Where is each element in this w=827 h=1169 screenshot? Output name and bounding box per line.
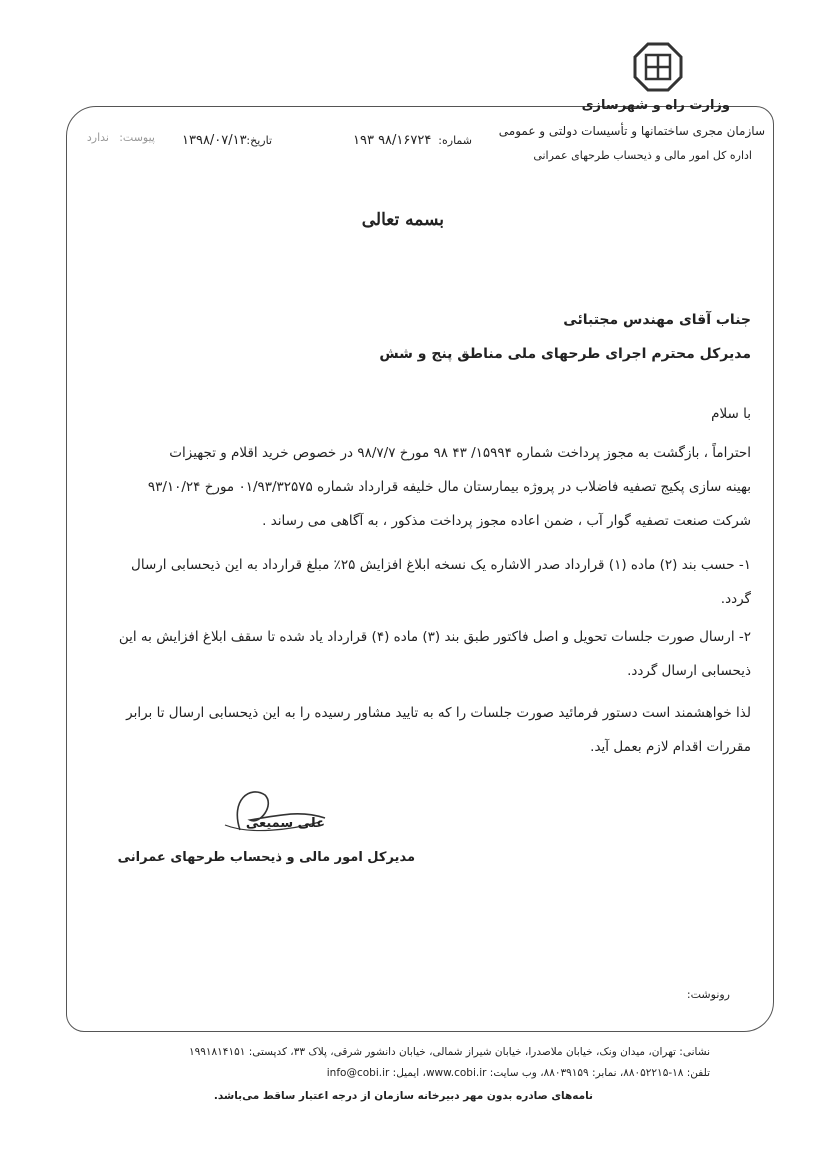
- paragraph-line: مقررات اقدام لازم بعمل آید.: [590, 739, 751, 755]
- signature-icon: [220, 780, 330, 840]
- closing-paragraph: [91, 696, 751, 764]
- intro-paragraph: [91, 436, 751, 538]
- attachment-value: ندارد: [86, 131, 109, 144]
- paragraph-line: ذیحسابی ارسال گردد.: [627, 663, 751, 679]
- item-2: [91, 620, 751, 688]
- paragraph-line: لذا خواهشمند است دستور فرمائید صورت جلسات را که به تایید مشاور رسیده را به این ذیحسابی ارسال تا برابر: [126, 705, 751, 721]
- organization-name: سازمان مجری ساختمانها و تأسیسات دولتی و عمومی: [498, 124, 765, 138]
- department-name: اداره کل امور مالی و ذیحساب طرحهای عمرانی: [533, 149, 752, 162]
- greeting: با سلام: [711, 406, 751, 422]
- date-value: ۱۳۹۸/۰۷/۱۳: [182, 133, 247, 148]
- recipient-name: جناب آقای مهندس مجتبائی: [563, 312, 751, 328]
- paragraph-line: گردد.: [720, 591, 751, 607]
- signer-name: علی سمیعی: [245, 816, 325, 831]
- footer-notice: نامه‌های صادره بدون مهر دبیرخانه سازمان از درجه اعتبار ساقط می‌باشد.: [213, 1090, 593, 1102]
- number-value: ۱۹۳ ۹۸/۱۶۷۲۴: [353, 133, 432, 148]
- footer-contact: تلفن: ۱۸-۸۸۰۵۲۲۱۵، نمابر: ۸۸۰۳۹۱۵۹، وب سایت: www.cobi.ir، ایمیل: info@cobi.ir: [326, 1067, 710, 1079]
- date-label: تاریخ:: [246, 134, 272, 147]
- invocation: بسمه تعالی: [361, 210, 444, 230]
- paragraph-line: بهینه سازی پکیج تصفیه فاضلاب در پروژه بیمارستان مال خلیفه قرارداد شماره ۰۱/۹۳/۳۲۵۷۵ مورخ ۹۳/۱۰/۲۴: [147, 479, 751, 495]
- paragraph-line: احتراماً ، بازگشت به مجوز پرداخت شماره ۱۵۹۹۴/ ۴۳ ۹۸ مورخ ۹۸/۷/۷ در خصوص خرید اقلام و تجهیزات: [169, 445, 751, 461]
- paragraph-line: ۱- حسب بند (۲) ماده (۱) قرارداد صدر الاشاره یک نسخه ابلاغ افزایش ۲۵٪ مبلغ قرارداد به این ذیحسابی ارسال: [131, 557, 751, 573]
- cc-label: رونوشت:: [686, 988, 730, 1001]
- recipient-title: مدیرکل محترم اجرای طرحهای ملی مناطق پنج و شش: [379, 346, 751, 362]
- paragraph-line: ۲- ارسال صورت جلسات تحویل و اصل فاکتور طبق بند (۳) ماده (۴) قرارداد یاد شده تا سقف ابلاغ افزایش به این: [118, 629, 751, 645]
- ministry-logo-icon: [633, 42, 683, 92]
- paragraph-line: شرکت صنعت تصفیه گوار آب ، ضمن اعاده مجوز پرداخت مذکور ، به آگاهی می رساند .: [262, 513, 751, 529]
- number-label: شماره:: [438, 134, 472, 147]
- signer-title: مدیرکل امور مالی و ذیحساب طرحهای عمرانی: [117, 850, 415, 865]
- footer-address: نشانی: تهران، میدان ونک، خیابان ملاصدرا، خیابان شیراز شمالی، خیابان دانشور شرقی، پلاک ۳۳، کدپستی: ۱۹۹۱۸۱۴۱۵۱: [188, 1046, 710, 1058]
- attachment-label: پیوست:: [119, 131, 155, 144]
- ministry-name: وزارت راه و شهرسازی: [581, 98, 730, 113]
- item-1: [91, 548, 751, 616]
